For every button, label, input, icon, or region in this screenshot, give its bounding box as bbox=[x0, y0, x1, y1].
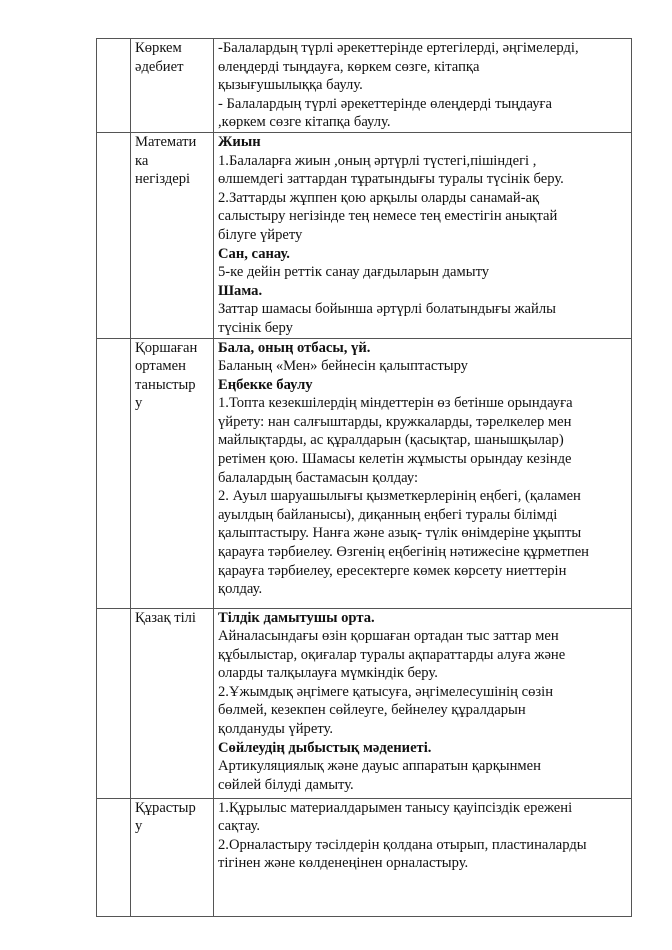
subject-cell bbox=[131, 608, 214, 798]
content-line: сақтау. bbox=[218, 818, 260, 835]
blank-cell bbox=[97, 132, 131, 338]
subject-line: таныстыр bbox=[135, 376, 196, 393]
content-line: 2.Орналастыру тәсілдерін қолдана отырып, пластиналарды bbox=[218, 836, 587, 853]
blank-cell bbox=[97, 798, 131, 916]
content-line: қарауға тәрбиелеу, ересектерге көмек көрсету ниеттерін bbox=[218, 562, 567, 579]
content-line: Артикуляциялық және дауыс аппаратын қарқынмен bbox=[218, 758, 541, 775]
content-line: бөлмей, кезекпен сөйлеуге, бейнелеу құралдарын bbox=[218, 702, 526, 719]
subject-cell bbox=[131, 132, 214, 338]
content-cell bbox=[214, 338, 632, 608]
table-row bbox=[97, 39, 632, 133]
content-line: білуге үйрету bbox=[218, 226, 303, 243]
content-heading: Сан, санау. bbox=[218, 245, 290, 262]
content-line: өлеңдерді тыңдауға, көркем сөзге, кітапқа bbox=[218, 58, 480, 75]
content-line: сөйлей білуді дамыту. bbox=[218, 776, 354, 793]
content-line: Заттар шамасы бойынша әртүрлі болатындығы жайлы bbox=[218, 301, 556, 318]
content-line: қолдау. bbox=[218, 581, 263, 598]
table-row bbox=[97, 798, 632, 916]
table-row bbox=[97, 338, 632, 608]
content-line: Баланың «Мен» бейнесін қалыптастыру bbox=[218, 358, 468, 375]
content-line: ауылдың байланысы), диқанның еңбегі туралы білімді bbox=[218, 506, 558, 523]
subject-line: ортамен bbox=[135, 358, 186, 375]
content-line: майлықтарды, ас құралдарын (қасықтар, шанышқылар) bbox=[218, 432, 564, 449]
blank-cell bbox=[97, 608, 131, 798]
content-line: 2.Заттарды жұппен қою арқылы оларды санамай-ақ bbox=[218, 189, 540, 206]
content-line: ,көркем сөзге кітапқа баулу. bbox=[218, 114, 391, 131]
content-line: балалардың бастамасын қолдау: bbox=[218, 469, 419, 486]
content-line: 1.Құрылыс материалдарымен танысу қауіпсіздік ережені bbox=[218, 799, 573, 816]
content-heading: Жиын bbox=[218, 133, 261, 150]
table-row bbox=[97, 608, 632, 798]
subject-line: Көркем bbox=[135, 40, 182, 56]
content-cell bbox=[214, 39, 632, 133]
content-heading: Еңбекке баулу bbox=[218, 376, 313, 393]
subject-line: Құрастыр bbox=[135, 799, 196, 816]
content-line: оларды талқылауға мүмкіндік беру. bbox=[218, 665, 438, 682]
plan-table-body bbox=[97, 39, 632, 917]
content-line: тігінен және көлденеңінен орналастыру. bbox=[218, 855, 469, 872]
subject-line: Қазақ тілі bbox=[135, 609, 196, 626]
content-line: қолдануды үйрету. bbox=[218, 721, 333, 738]
subject-cell bbox=[131, 39, 214, 133]
content-line: қызығушылыққа баулу. bbox=[218, 77, 363, 94]
content-line: үйрету: нан салғыштарды, кружкаларды, тәрелкелер мен bbox=[218, 413, 572, 430]
content-line: 2. Ауыл шаруашылығы қызметкерлерінің еңбегі, (қаламен bbox=[218, 488, 581, 505]
subject-line: ка bbox=[135, 152, 149, 169]
subject-line: Қоршаған bbox=[135, 339, 198, 356]
content-line: -Балалардың түрлі әрекеттерінде ертегілерді, әңгімелерді, bbox=[218, 40, 579, 56]
content-line: 1.Балаларға жиын ,оның әртүрлі түстегі,пішіндегі , bbox=[218, 152, 537, 169]
subject-line: у bbox=[135, 395, 143, 412]
table-row bbox=[97, 132, 632, 338]
content-cell bbox=[214, 132, 632, 338]
content-line: қалыптастыру. Нанға және азық- түлік өнімдеріне ұқыпты bbox=[218, 525, 582, 542]
subject-cell bbox=[131, 798, 214, 916]
subject-line: негіздері bbox=[135, 171, 191, 188]
content-heading: Сөйлеудің дыбыстық мәдениеті. bbox=[218, 739, 432, 756]
subject-cell bbox=[131, 338, 214, 608]
content-line: қарауға тәрбиелеу. Өзгенің еңбегінің нәтижесіне құрметпен bbox=[218, 544, 589, 561]
content-cell bbox=[214, 798, 632, 916]
content-line: Айналасындағы өзін қоршаған ортадан тыс заттар мен bbox=[218, 628, 559, 645]
content-line: - Балалардың түрлі әрекеттерінде өлеңдерді тыңдауға bbox=[218, 95, 553, 112]
content-line: құбылыстар, оқиғалар туралы ақпараттарды алуға және bbox=[218, 646, 566, 663]
content-cell bbox=[214, 608, 632, 798]
subject-line: Математи bbox=[135, 133, 197, 150]
content-line: салыстыру негізінде тең немесе тең еместігін анықтай bbox=[218, 208, 558, 225]
content-heading: Бала, оның отбасы, үй. bbox=[218, 339, 371, 356]
content-line: 1.Топта кезекшілердің міндеттерін өз бетінше орындауға bbox=[218, 395, 573, 412]
blank-cell bbox=[97, 39, 131, 133]
content-line: өлшемдегі заттардан тұратындығы туралы түсінік беру. bbox=[218, 171, 564, 188]
content-heading: Тілдік дамытушы орта. bbox=[218, 609, 375, 626]
content-line: ретімен қою. Шамасы келетін жұмысты орындау кезінде bbox=[218, 451, 572, 468]
blank-cell bbox=[97, 338, 131, 608]
plan-table bbox=[96, 38, 632, 917]
subject-line: әдебиет bbox=[135, 58, 184, 75]
content-line: 5-ке дейін реттік санау дағдыларын дамыту bbox=[218, 264, 490, 281]
content-line: 2.Ұжымдық әңгімеге қатысуға, әңгімелесушінің сөзін bbox=[218, 683, 554, 700]
subject-line: у bbox=[135, 818, 143, 835]
content-line: түсінік беру bbox=[218, 319, 293, 336]
content-heading: Шама. bbox=[218, 282, 263, 299]
